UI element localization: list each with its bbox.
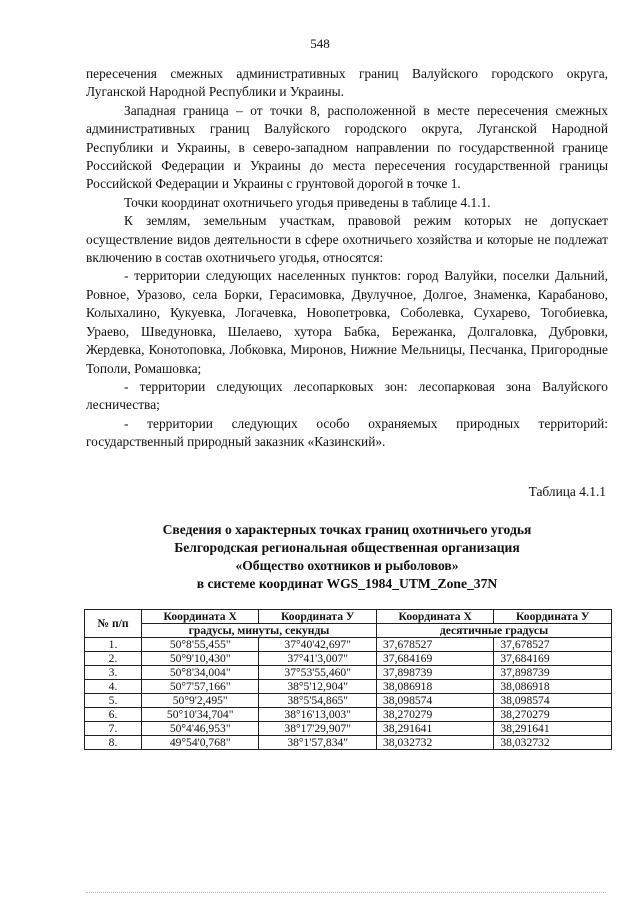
paragraph: - территории следующих лесопарковых зон: лесопарковая зона Валуйского лесничества;	[86, 378, 608, 413]
header-coord-x: Координата X	[142, 610, 259, 624]
table-row	[85, 736, 612, 750]
cell-coord-y-dms: 38°1'57,834"	[259, 736, 377, 750]
cell-coord-x-dms: 50°10'34,704"	[142, 708, 259, 722]
cell-coord-x-decimal: 38,086918	[376, 680, 493, 694]
coordinates-table	[84, 609, 612, 750]
header-coord-y-decimal: Координата У	[494, 610, 612, 624]
header-coord-y: Координата У	[259, 610, 377, 624]
cell-coord-y-decimal: 37,898739	[494, 666, 612, 680]
cell-coord-x-dms: 50°7'57,166"	[142, 680, 259, 694]
cell-coord-y-dms: 38°5'12,904"	[259, 680, 377, 694]
cell-coord-y-dms: 38°16'13,003"	[259, 708, 377, 722]
table-row	[85, 638, 612, 652]
cell-coord-x-dms: 50°9'10,430"	[142, 652, 259, 666]
header-coord-x-decimal: Координата X	[376, 610, 493, 624]
cell-coord-y-dms: 37°40'42,697"	[259, 638, 377, 652]
paragraph: Западная граница – от точки 8, расположенной в месте пересечения смежных административных границ Валуйского городского округа, Луганской Народной Республики и Украины, в северо-западном направлении по государственной границе Российской Федерации и Украины до места пересечения государственной границы Российской Федерации и Украины с грунтовой дорогой в точке 1.	[86, 102, 608, 192]
cell-coord-y-dms: 37°53'55,460"	[259, 666, 377, 680]
footer-line	[86, 892, 606, 894]
table-header-row	[85, 610, 612, 624]
cell-coord-x-decimal: 38,270279	[376, 708, 493, 722]
cell-coord-x-decimal: 37,684169	[376, 652, 493, 666]
cell-coord-x-dms: 50°8'34,004"	[142, 666, 259, 680]
subheader-decimal: десятичные градусы	[376, 624, 611, 638]
cell-coord-x-decimal: 37,898739	[376, 666, 493, 680]
paragraph: - территории следующих особо охраняемых природных территорий: государственный природный заказник «Казинский».	[86, 415, 608, 450]
table-title-line: Сведения о характерных точках границ охотничьего угодья	[162, 522, 532, 537]
cell-number: 7.	[85, 722, 142, 736]
cell-coord-y-decimal: 38,291641	[494, 722, 612, 736]
cell-coord-x-decimal: 37,678527	[376, 638, 493, 652]
cell-coord-x-decimal: 38,291641	[376, 722, 493, 736]
cell-coord-y-dms: 37°41'3,007"	[259, 652, 377, 666]
table-title-line: «Общество охотников и рыболовов»	[235, 558, 459, 573]
table-row	[85, 694, 612, 708]
table-row	[85, 708, 612, 722]
cell-coord-x-dms: 50°8'55,455"	[142, 638, 259, 652]
cell-coord-y-decimal: 37,684169	[494, 652, 612, 666]
subheader-dms: градусы, минуты, секунды	[142, 624, 377, 638]
cell-number: 4.	[85, 680, 142, 694]
paragraph: - территории следующих населенных пунктов: город Валуйки, поселки Дальний, Ровное, Уразово, села Борки, Герасимовка, Двулучное, Долгое, Знаменка, Карабаново, Колыхалино, Кукуевка, Логачевка, Новопетровка, Соболевка, Сухарево, Тогобиевка, Ураево, Шведуновка, Шелаево, хутора Бабка, Бережанка, Долгаловка, Дубровки, Жердевка, Конотоповка, Лобковка, Миронов, Нижние Мельницы, Песчанка, Пригородные Тополи, Ромашовка;	[86, 268, 608, 376]
table-row	[85, 666, 612, 680]
cell-coord-y-dms: 38°5'54,865"	[259, 694, 377, 708]
table-caption: Таблица 4.1.1	[528, 484, 606, 499]
table-title	[86, 521, 608, 593]
cell-coord-y-decimal: 38,270279	[494, 708, 612, 722]
cell-coord-y-decimal: 38,098574	[494, 694, 612, 708]
cell-coord-x-decimal: 38,098574	[376, 694, 493, 708]
cell-coord-x-dms: 50°9'2,495"	[142, 694, 259, 708]
cell-number: 6.	[85, 708, 142, 722]
cell-number: 1.	[85, 638, 142, 652]
cell-coord-x-decimal: 38,032732	[376, 736, 493, 750]
page-number: 548	[310, 36, 330, 51]
table-title-line: в системе координат WGS_1984_UTM_Zone_37N	[196, 576, 498, 591]
cell-number: 3.	[85, 666, 142, 680]
table-subheader-row	[85, 624, 612, 638]
cell-number: 2.	[85, 652, 142, 666]
cell-number: 5.	[85, 694, 142, 708]
cell-coord-y-decimal: 38,032732	[494, 736, 612, 750]
paragraph: Точки координат охотничьего угодья приведены в таблице 4.1.1.	[124, 194, 491, 210]
table-row	[85, 652, 612, 666]
body-text	[86, 65, 608, 452]
table-row	[85, 722, 612, 736]
paragraph: К землям, земельным участкам, правовой режим которых не допускает осуществление видов деятельности в сфере охотничьего хозяйства и которые не подлежат включению в состав охотничьего угодья, относятся:	[86, 213, 608, 266]
cell-coord-y-decimal: 37,678527	[494, 638, 612, 652]
cell-coord-x-dms: 49°54'0,768"	[142, 736, 259, 750]
cell-coord-y-decimal: 38,086918	[494, 680, 612, 694]
cell-number: 8.	[85, 736, 142, 750]
cell-coord-x-dms: 50°4'46,953"	[142, 722, 259, 736]
cell-coord-y-dms: 38°17'29,907"	[259, 722, 377, 736]
table-title-line: Белгородская региональная общественная организация	[174, 540, 520, 555]
paragraph: пересечения смежных административных границ Валуйского городского округа, Луганской Народной Республики и Украины.	[86, 66, 608, 100]
header-number: № п/п	[85, 610, 142, 638]
table-row	[85, 680, 612, 694]
